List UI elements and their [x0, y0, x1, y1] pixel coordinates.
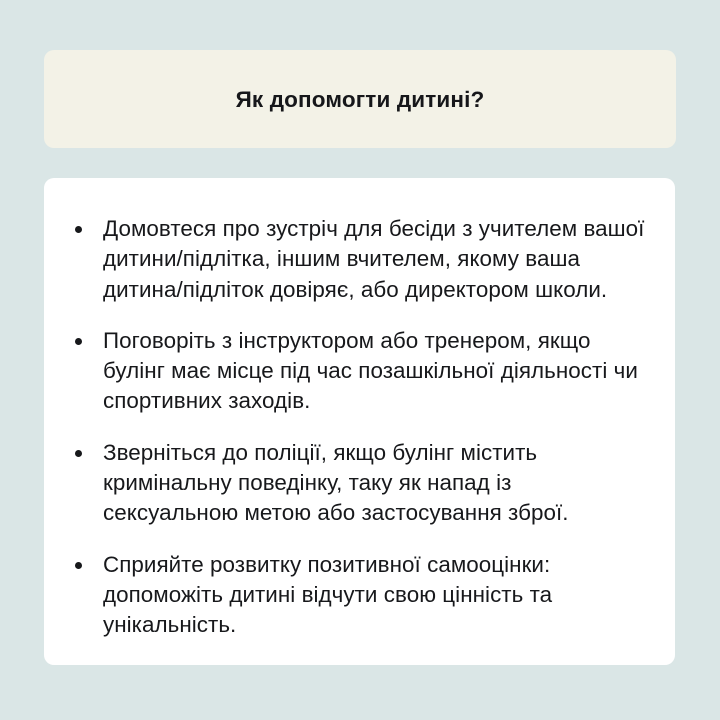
list-item-text: Домовтеся про зустріч для бесіди з учителем вашої дитини/підлітка, іншим вчителем, якому ваша дитина/підліток довіряє, або директором школи. — [103, 216, 645, 302]
bullet-dot-icon — [75, 338, 82, 345]
bullet-dot-icon — [75, 226, 82, 233]
list-item — [72, 550, 647, 641]
tips-list — [72, 214, 647, 641]
list-item — [72, 438, 647, 529]
bullet-dot-icon — [75, 450, 82, 457]
title-card — [44, 50, 676, 148]
bullet-dot-icon — [75, 562, 82, 569]
page-title: Як допомогти дитині? — [235, 86, 485, 112]
tips-card — [44, 178, 675, 665]
list-item — [72, 326, 647, 417]
list-item-text: Сприяйте розвитку позитивної самооцінки: допоможіть дитині відчути свою цінність та унікальність. — [103, 551, 553, 638]
list-item-text: Зверніться до поліції, якщо булінг містить кримінальну поведінку, таку як напад із сексуальною метою або застосування зброї. — [103, 439, 569, 526]
list-item — [72, 214, 647, 305]
list-item-text: Поговоріть з інструктором або тренером, якщо булінг має місце під час позашкільної діяльності чи спортивних заходів. — [103, 327, 638, 414]
